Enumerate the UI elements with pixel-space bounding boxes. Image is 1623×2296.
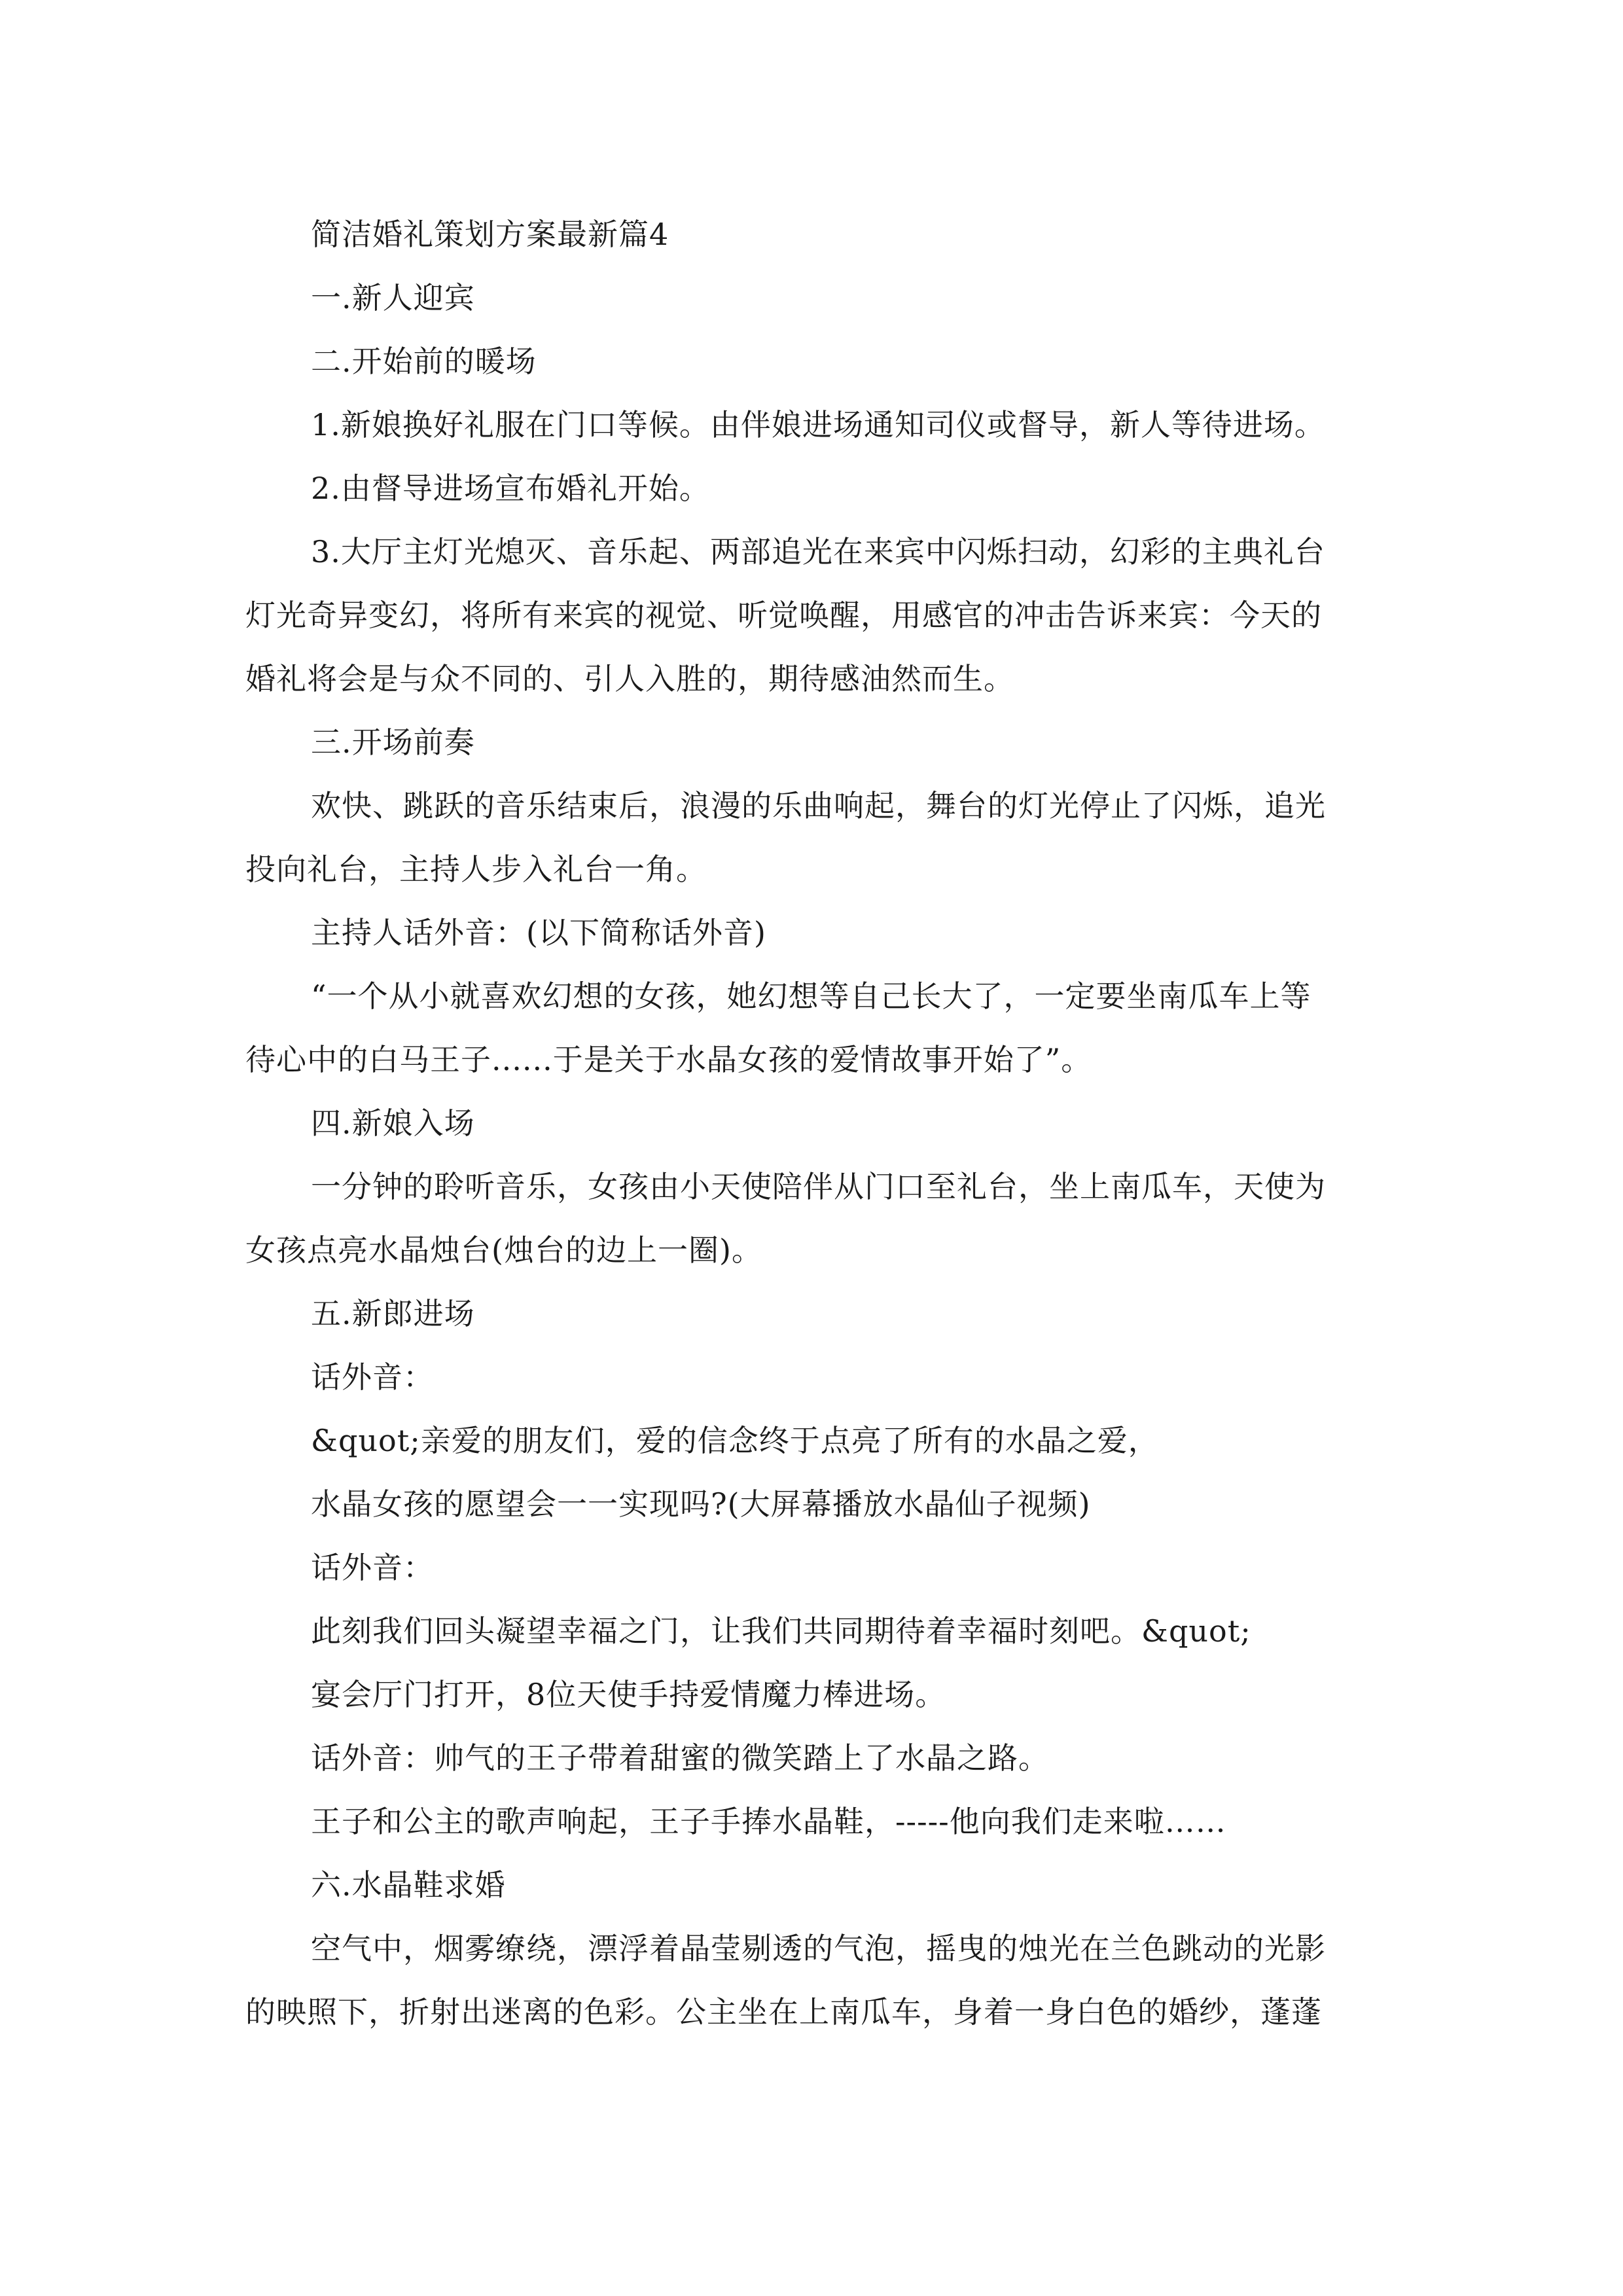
paragraph-line: 的映照下，折射出迷离的色彩。公主坐在上南瓜车，身着一身白色的婚纱，蓬蓬	[245, 1994, 1322, 2030]
paragraph-line: 此刻我们回头凝望幸福之门，让我们共同期待着幸福时刻吧。&quot;	[311, 1613, 1251, 1649]
paragraph-line: &quot;亲爱的朋友们，爱的信念终于点亮了所有的水晶之爱，	[311, 1423, 1159, 1458]
paragraph-line: 3.大厅主灯光熄灭、音乐起、两部追光在来宾中闪烁扫动，幻彩的主典礼台	[311, 534, 1325, 569]
paragraph-line: 话外音：帅气的王子带着甜蜜的微笑踏上了水晶之路。	[311, 1740, 1049, 1776]
document-title: 简洁婚礼策划方案最新篇4	[311, 217, 669, 252]
paragraph-line: 宴会厅门打开，8位天使手持爱情魔力棒进场。	[311, 1677, 946, 1712]
paragraph-line: 主持人话外音：(以下简称话外音)	[311, 915, 766, 950]
section-heading-1: 一.新人迎宾	[311, 280, 475, 315]
paragraph-line: 水晶女孩的愿望会一一实现吗?(大屏幕播放水晶仙子视频)	[311, 1486, 1091, 1522]
paragraph-line: 女孩点亮水晶烛台(烛台的边上一圈)。	[245, 1232, 762, 1268]
paragraph-line: 话外音：	[311, 1550, 434, 1585]
section-heading-6: 六.水晶鞋求婚	[311, 1867, 506, 1903]
paragraph-line: 话外音：	[311, 1359, 434, 1395]
paragraph-line: 投向礼台，主持人步入礼台一角。	[245, 852, 707, 887]
paragraph-line: 空气中，烟雾缭绕，漂浮着晶莹剔透的气泡，摇曳的烛光在兰色跳动的光影	[311, 1931, 1326, 1966]
paragraph-line: 待心中的白马王子......于是关于水晶女孩的爱情故事开始了”。	[245, 1042, 1092, 1077]
paragraph-line: “一个从小就喜欢幻想的女孩，她幻想等自己长大了，一定要坐南瓜车上等	[311, 978, 1311, 1014]
paragraph-line: 王子和公主的歌声响起，王子手捧水晶鞋，-----他向我们走来啦……	[311, 1804, 1226, 1839]
paragraph-line: 一分钟的聆听音乐，女孩由小天使陪伴从门口至礼台，坐上南瓜车，天使为	[311, 1169, 1326, 1204]
section-heading-5: 五.新郎进场	[311, 1296, 475, 1331]
section-heading-4: 四.新娘入场	[311, 1105, 475, 1141]
paragraph-line: 1.新娘换好礼服在门口等候。由伴娘进场通知司仪或督导，新人等待进场。	[311, 407, 1325, 442]
paragraph-line: 婚礼将会是与众不同的、引人入胜的，期待感油然而生。	[245, 661, 1014, 696]
paragraph-line: 2.由督导进场宣布婚礼开始。	[311, 471, 710, 506]
section-heading-3: 三.开场前奏	[311, 725, 475, 760]
section-heading-2: 二.开始前的暖场	[311, 344, 537, 379]
paragraph-line: 灯光奇异变幻，将所有来宾的视觉、听觉唤醒，用感官的冲击告诉来宾：今天的	[245, 598, 1322, 633]
paragraph-line: 欢快、跳跃的音乐结束后，浪漫的乐曲响起，舞台的灯光停止了闪烁，追光	[311, 788, 1326, 823]
document-body	[245, 203, 1378, 2044]
